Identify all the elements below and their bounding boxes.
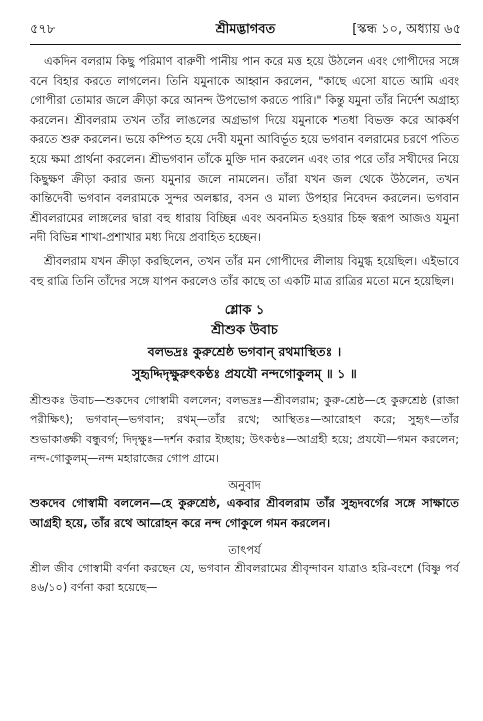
verse-line-1: বলভদ্রঃ কুরুশ্রেষ্ঠ ভগবান্ রথমাস্থিতঃ । (147, 344, 342, 360)
page-number: ৫৭৮ (30, 22, 56, 37)
purport-heading: তাৎপর্য (228, 543, 261, 558)
verse-line-2: সুহৃদ্দিদৃক্ষুরুৎকণ্ঠঃ প্রযযৌ নন্দগোকুলম্ ॥ ১ ॥ (132, 366, 357, 382)
translation-text: শুকদেব গোস্বামী বললেন—হে কুরুশ্রেষ্ঠ, একবার শ্রীবলরাম তাঁর সুহৃদবর্গের সঙ্গে সাক্ষাতে আগ্রহী হয়ে, তাঁর রথে আরোহন করে নন্দ গোকুলে গমন করলেন। (30, 495, 459, 530)
page-body (30, 52, 459, 597)
header-rule (30, 44, 461, 45)
purport-text: শ্রীল জীব গোস্বামী বর্ণনা করছেন যে, ভগবান শ্রীবলরামের শ্রীবৃন্দাবন যাত্রাও হরি-বংশে (বিষ্ণু পর্ব ৪৬/১০) বর্ণনা করা হয়েছে— (30, 562, 459, 595)
summary-paragraph-1: একদিন বলরাম কিছু পরিমাণ বারুণী পানীয় পান করে মত্ত হয়ে উঠলেন এবং গোপীদের সঙ্গে বনে বিহার করতে লাগলেন। তিনি যমুনাকে আহ্বান করলেন, "কাছে এসো যাতে আমি এবং গোপীরা তোমার জলে ক্রীড়া করে আনন্দ উপভোগ করতে পারি।" কিন্তু যমুনা তাঁর নির্দেশ অগ্রাহ্য করলেন। শ্রীবলরাম তখন তাঁর লাঙলের অগ্রভাগ দিয়ে যমুনাকে শতধা বিভক্ত করে আকর্ষণ করতে শুরু করলেন। ভয়ে কম্পিত হয়ে দেবী যমুনা আবির্ভূত হয়ে ভগবান বলরামের চরণে পতিত হয়ে ক্ষমা প্রার্থনা করলেন। শ্রীভগবান তাঁকে মুক্তি দান করলেন এবং তার পরে তাঁর সখীদের নিয়ে কিছুক্ষণ ক্রীড়া করার জন্য যমুনার জলে নামলেন। তাঁরা যখন জল থেকে উঠলেন, তখন কান্তিদেবী ভগবান বলরামকে সুন্দর অলঙ্কার, বসন ও মাল্য উপহার নিবেদন করলেন। ভগবান শ্রীবলরামের লাঙ্গলের দ্বারা বহু ধারায় বিচ্ছিন্ন এবং অবনমিত হওয়ার চিহ্ন স্বরূপ আজও যমুনা নদী বিভিন্ন শাখা-প্রশাখার মধ্য দিয়ে প্রবাহিত হচ্ছেন। (30, 54, 459, 245)
book-title: শ্রীমদ্ভাগবত (215, 22, 276, 37)
translation-heading: অনুবাদ (228, 477, 261, 492)
verse-heading: শ্লোক ১ (224, 303, 265, 319)
verse-speaker: শ্রীশুক উবাচ (211, 323, 278, 339)
section-reference: [স্কন্ধ ১০, অধ্যায় ৬৫ (352, 22, 461, 37)
page-header (30, 20, 461, 44)
synonyms: শ্রীশুকঃ উবাচ—শুকদেব গোস্বামী বললেন; বলভদ্রঃ—শ্রীবলরাম; কুরু-শ্রেষ্ঠ—হে কুরুশ্রেষ্ঠ (রাজা পরীক্ষিৎ); ভগবান্—ভগবান; রথম্—তাঁর রথে; আস্থিতঃ—আরোহণ করে; সুহৃৎ—তাঁর শুভাকাঙ্ক্ষী বন্ধুবর্গ; দিদৃক্ষুঃ—দর্শন করার ইচ্ছায়; উৎকণ্ঠঃ—আগ্রহী হয়ে; প্রযযৌ—গমন করলেন; নন্দ-গোকুলম্—নন্দ মহারাজের গোপ গ্রামে। (30, 394, 459, 465)
summary-paragraph-2: শ্রীবলরাম যখন ক্রীড়া করছিলেন, তখন তাঁর মন গোপীদের লীলায় বিমুগ্ধ হয়েছিল। এইভাবে বহু রাত্রি তিনি তাঁদের সঙ্গে যাপন করলেও তাঁর কাছে তা একটি মাত্র রাত্রির মতো মনে হয়েছিল। (30, 253, 459, 288)
